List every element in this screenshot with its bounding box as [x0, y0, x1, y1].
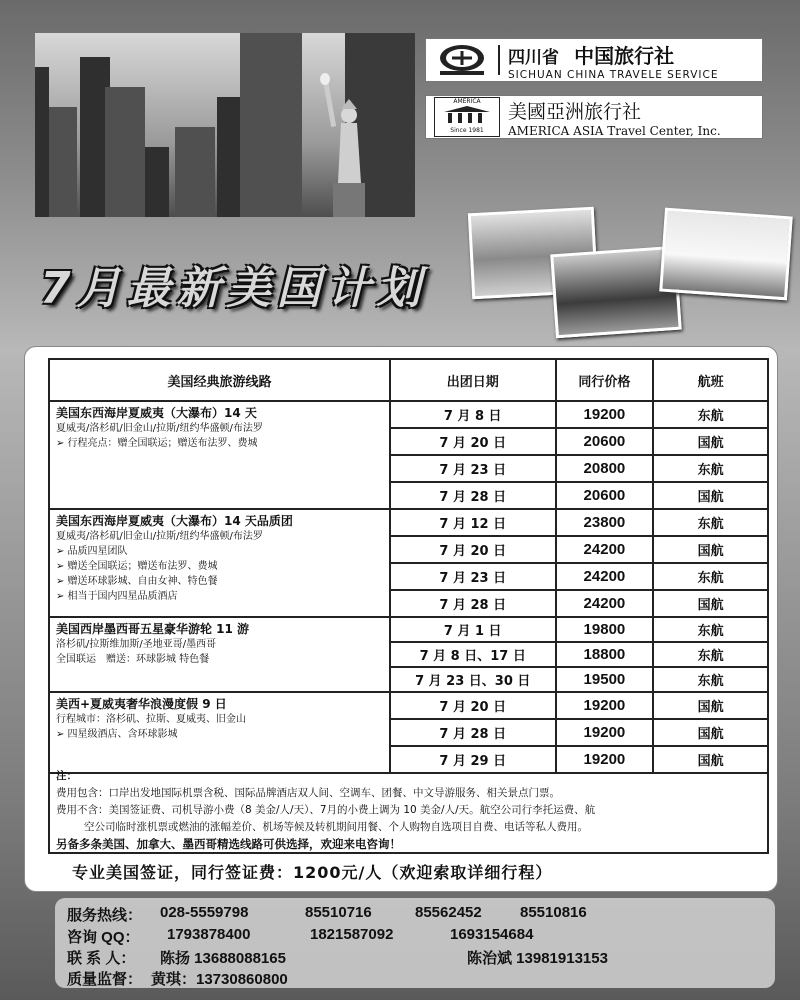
route-title: 美西+夏威夷奢华浪漫度假 9 日: [56, 697, 227, 711]
airline: 东航: [653, 509, 768, 536]
airline: 东航: [653, 642, 768, 667]
hotline-number: 85510716: [305, 904, 372, 921]
departure-date: 7 月 8 日: [390, 401, 556, 428]
departure-date: 7 月 1 日: [390, 617, 556, 642]
price: 20600: [556, 428, 654, 455]
header-route: 美国经典旅游线路: [49, 359, 390, 401]
route-detail: ➢ 品质四星团队: [56, 546, 128, 557]
departure-date: 7 月 23 日: [390, 563, 556, 590]
route-cell: [49, 617, 390, 692]
cruise-ship-photo: [659, 208, 793, 301]
route-cell: [49, 401, 390, 509]
departure-date: 7 月 8 日、17 日: [390, 642, 556, 667]
price: 19200: [556, 401, 654, 428]
airline: 国航: [653, 536, 768, 563]
departure-date: 7 月 20 日: [390, 428, 556, 455]
aa-english-name: AMERICA ASIA Travel Center, Inc.: [508, 123, 721, 138]
airline: 国航: [653, 482, 768, 509]
hotline-label: 服务热线：: [67, 907, 143, 924]
cts-english-name: SICHUAN CHINA TRAVELE SERVICE: [508, 68, 719, 81]
notes-label: 注：: [56, 770, 77, 782]
america-asia-logo: [425, 95, 763, 139]
qq-label: 咨询 QQ：: [67, 929, 140, 946]
cts-province: 四川省: [508, 47, 559, 68]
airline: 东航: [653, 563, 768, 590]
airline: 东航: [653, 617, 768, 642]
route-cell: [49, 692, 390, 773]
qq-number: 1793878400: [167, 926, 251, 943]
page-title: 7月最新美国计划: [40, 263, 427, 314]
price: 18800: [556, 642, 654, 667]
route-detail: 行程城市：洛杉矶、拉斯、夏威夷、旧金山: [56, 714, 246, 725]
quality-label: 质量监督：: [67, 971, 143, 988]
price: 20600: [556, 482, 654, 509]
airline: 国航: [653, 719, 768, 746]
price: 19200: [556, 692, 654, 719]
departure-date: 7 月 20 日: [390, 536, 556, 563]
contact-panel: [55, 898, 775, 988]
hotline-number: 028-5559798: [160, 904, 249, 921]
contact-person-label: 联 系 人：: [67, 950, 136, 967]
route-detail: 洛杉矶/拉斯维加斯/圣地亚哥/墨西哥: [56, 639, 217, 650]
header-date: 出团日期: [390, 359, 556, 401]
notes-box: [48, 766, 769, 854]
price: 20800: [556, 455, 654, 482]
price: 24200: [556, 590, 654, 617]
itinerary-table: [48, 358, 769, 774]
header-airline: 航班: [653, 359, 768, 401]
contact-person-2: 陈治斌 13981913153: [467, 950, 608, 967]
departure-date: 7 月 28 日: [390, 482, 556, 509]
table-header-row: [49, 359, 768, 401]
departure-date: 7 月 23 日: [390, 455, 556, 482]
statue-of-liberty-icon: [313, 73, 383, 217]
price: 19200: [556, 746, 654, 773]
price: 23800: [556, 509, 654, 536]
table-row: [49, 401, 768, 428]
price: 24200: [556, 536, 654, 563]
departure-date: 7 月 12 日: [390, 509, 556, 536]
route-detail: 夏威夷/洛杉矶/旧金山/拉斯/纽约华盛顿/布法罗: [56, 531, 263, 542]
table-row: [49, 617, 768, 642]
route-cell: [49, 509, 390, 617]
aa-since: Since 1981: [450, 127, 484, 134]
cts-name: 中国旅行社: [574, 43, 675, 68]
route-detail: ➢ 赠送环球影城、自由女神、特色餐: [56, 576, 218, 587]
airline: 东航: [653, 401, 768, 428]
america-asia-emblem: [434, 97, 500, 137]
route-detail: ➢ 赠送全国联运；赠送布法罗、费城: [56, 561, 218, 572]
airline: 国航: [653, 428, 768, 455]
price: 19500: [556, 667, 654, 692]
route-detail: 全国联运 赠送：环球影城 特色餐: [56, 654, 210, 665]
notes-more-routes: 另备多条美国、加拿大、墨西哥精选线路可供选择，欢迎来电咨询！: [56, 837, 401, 851]
cts-logo: [425, 38, 763, 82]
route-title: 美国东西海岸夏威夷（大瀑布）14 天品质团: [56, 514, 293, 528]
airline: 东航: [653, 455, 768, 482]
notes-exclude: 费用不含：美国签证费、司机导游小费（8 美金/人/天）、7月的小费上调为 10 美金/人/天。航空公司行李托运费、航: [56, 804, 596, 816]
header-price: 同行价格: [556, 359, 654, 401]
price: 19800: [556, 617, 654, 642]
table-row: [49, 509, 768, 536]
qq-number: 1693154684: [450, 926, 534, 943]
quality-contact: 黄琪：13730860800: [151, 971, 288, 988]
airline: 国航: [653, 692, 768, 719]
price: 24200: [556, 563, 654, 590]
route-detail: 夏威夷/洛杉矶/旧金山/拉斯/纽约华盛顿/布法罗: [56, 423, 263, 434]
aa-chinese-name: 美國亞洲旅行社: [508, 100, 642, 123]
route-detail: ➢ 四星级酒店、含环球影城: [56, 729, 178, 740]
departure-date: 7 月 28 日: [390, 590, 556, 617]
aa-emblem-text: AMERICA: [453, 98, 481, 105]
visa-banner: 专业美国签证，同行签证费：1200元/人（欢迎索取详细行程）: [72, 863, 553, 882]
notes-exclude-cont: 空公司临时涨机票或燃油的涨幅差价、机场等候及转机期间用餐、个人购物自选项目自费、电话等私人费用。: [84, 821, 588, 833]
notes-include: 费用包含：口岸出发地国际机票含税、国际品牌酒店双人间、空调车、团餐、中文导游服务、相关景点门票。: [56, 787, 560, 799]
table-row: [49, 692, 768, 719]
airline: 东航: [653, 667, 768, 692]
hotline-number: 85562452: [415, 904, 482, 921]
hotline-number: 85510816: [520, 904, 587, 921]
cts-emblem-icon: [434, 43, 490, 77]
airline: 国航: [653, 590, 768, 617]
departure-date: 7 月 28 日: [390, 719, 556, 746]
route-detail: ➢ 行程亮点：赠全国联运；赠送布法罗、费城: [56, 438, 258, 449]
new-york-photo: [35, 33, 415, 217]
airline: 国航: [653, 746, 768, 773]
route-title: 美国东西海岸夏威夷（大瀑布）14 天: [56, 406, 257, 420]
building-icon: [442, 106, 492, 124]
qq-number: 1821587092: [310, 926, 394, 943]
route-detail: ➢ 相当于国内四星品质酒店: [56, 591, 178, 602]
departure-date: 7 月 20 日: [390, 692, 556, 719]
price: 19200: [556, 719, 654, 746]
route-title: 美国西岸墨西哥五星豪华游轮 11 游: [56, 622, 250, 636]
contact-person-1: 陈扬 13688088165: [160, 950, 286, 967]
departure-date: 7 月 23 日、30 日: [390, 667, 556, 692]
departure-date: 7 月 29 日: [390, 746, 556, 773]
